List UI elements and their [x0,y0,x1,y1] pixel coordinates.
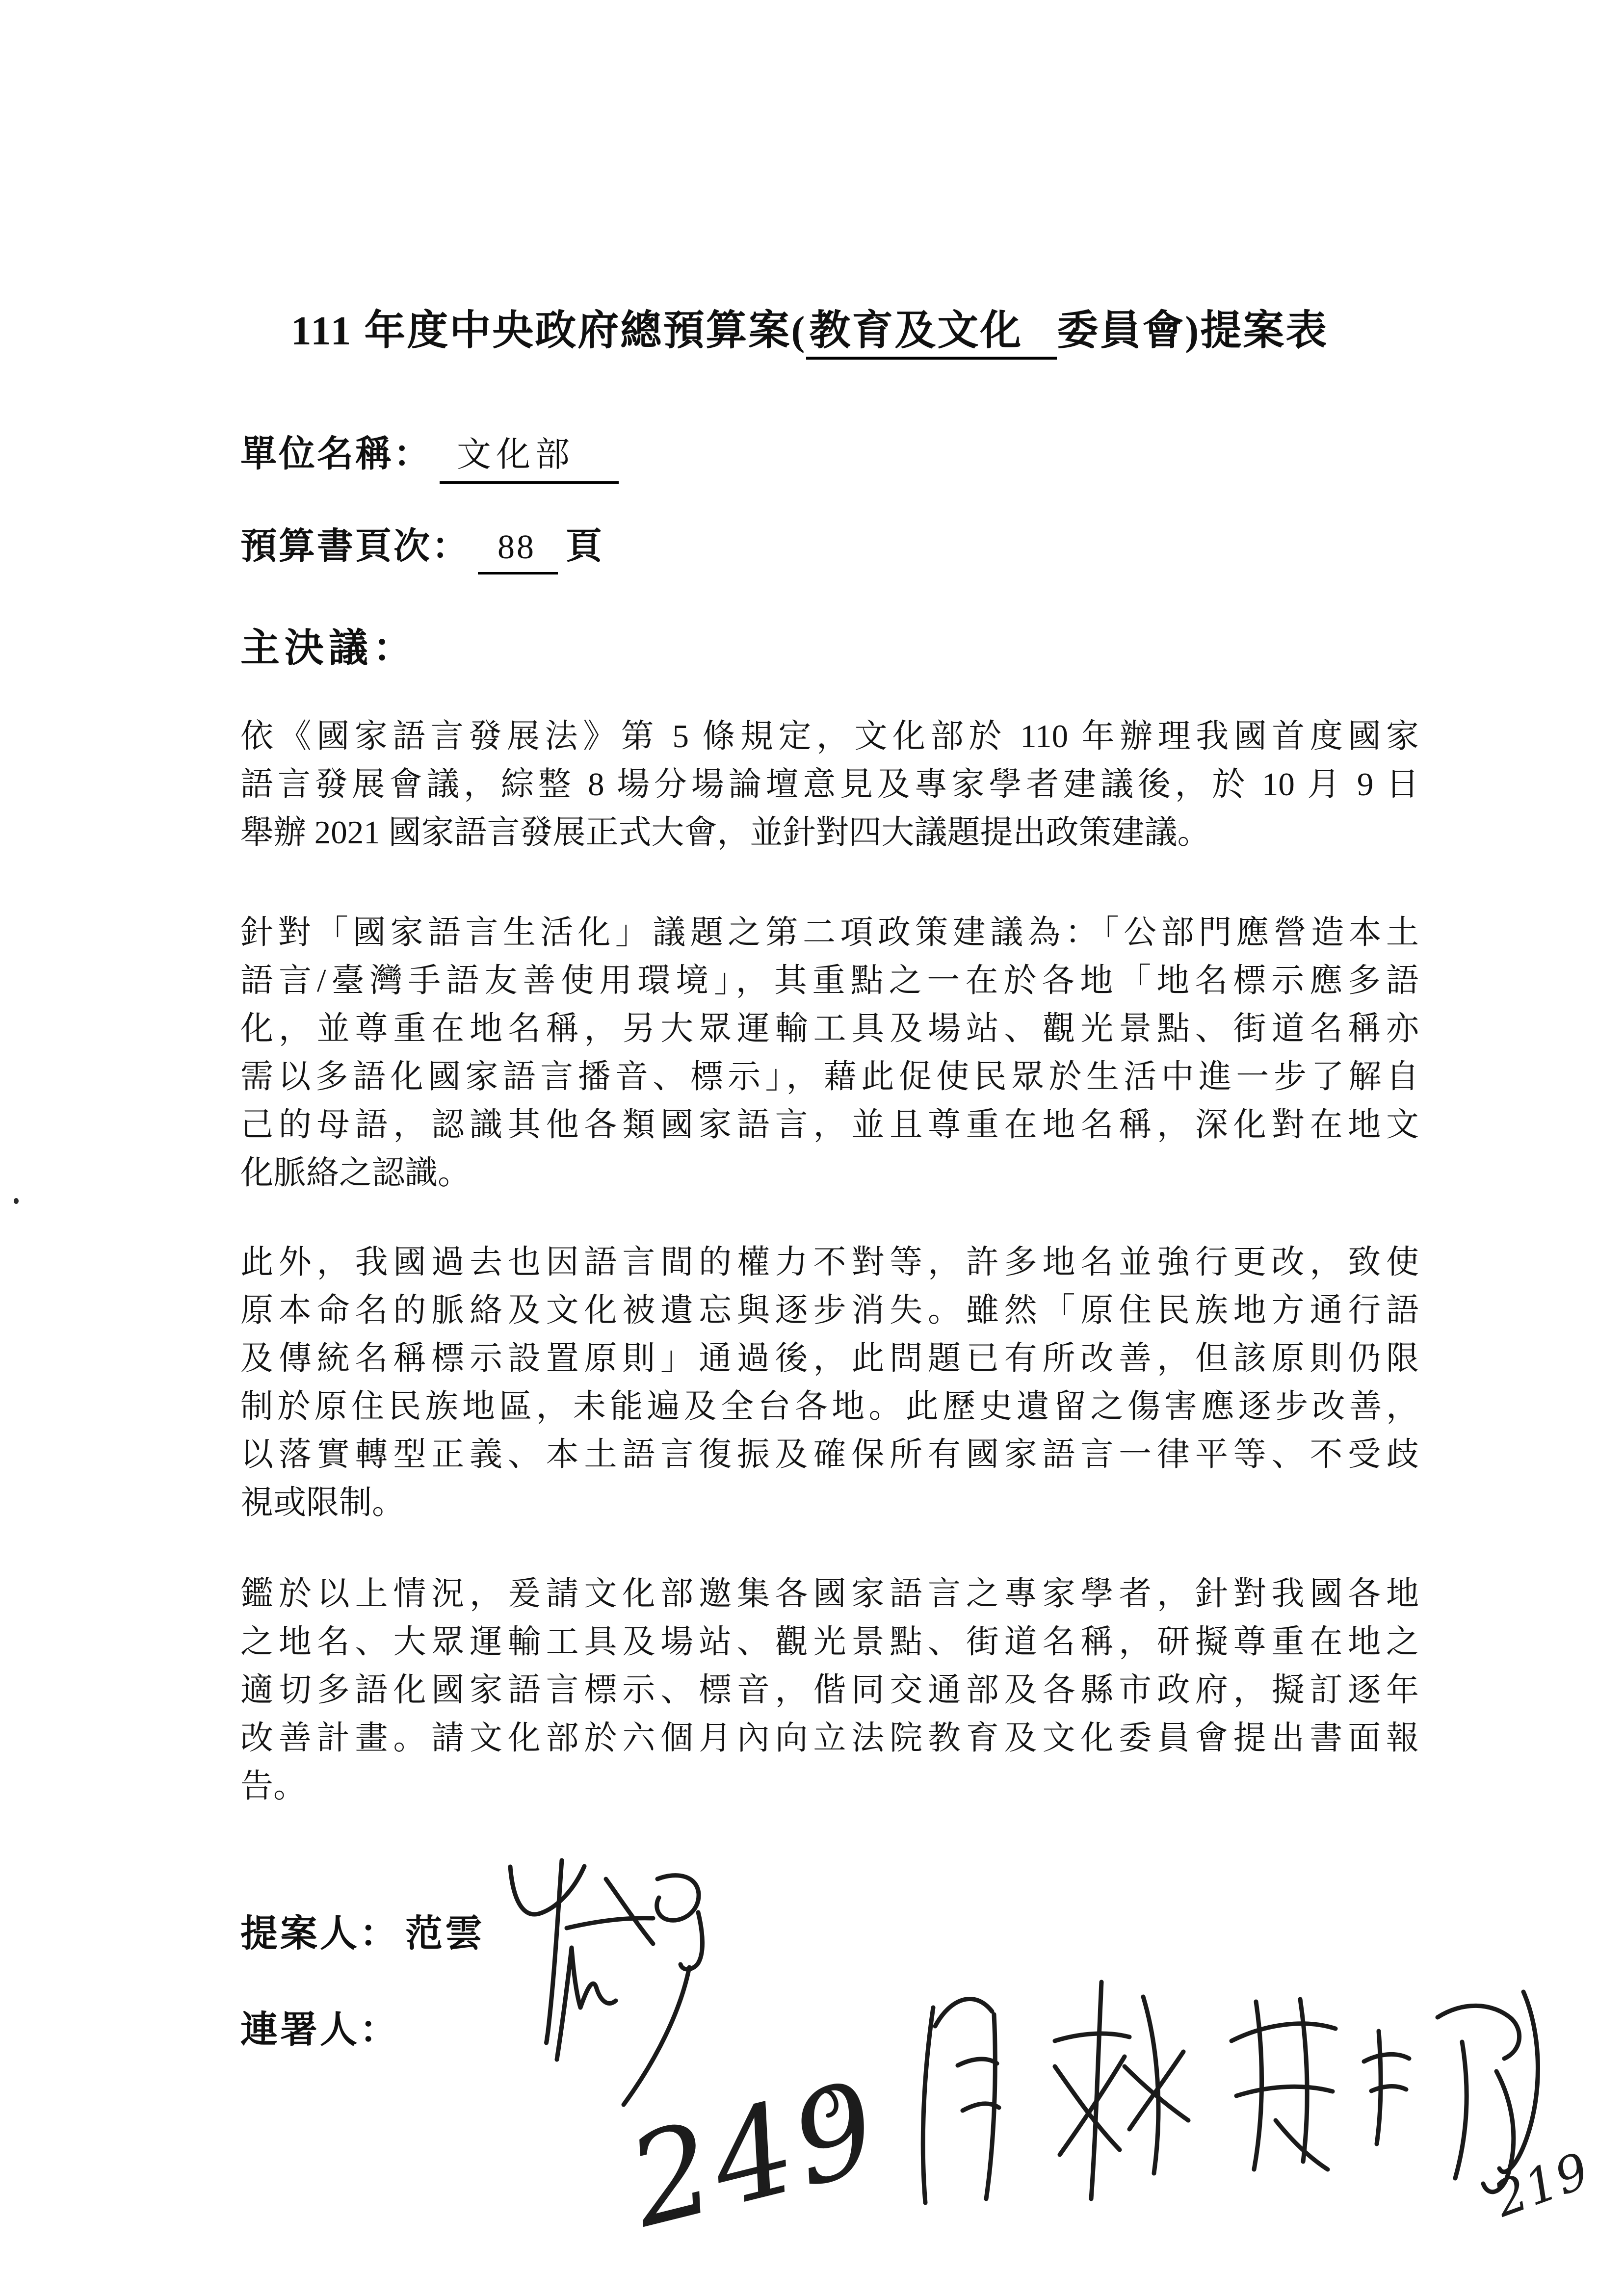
paragraph-line: 視或限制。 [240,1485,405,1521]
body-paragraph-3 [240,1238,1419,1527]
proposer-name: 范雲 [405,1913,485,1955]
body-paragraph-1 [240,712,1419,857]
paragraph-line: 及傳統名稱標示設置原則」通過後，此問題已有所改善，但該原則仍限 [240,1340,1419,1377]
paragraph-line: 語言/臺灣手語友善使用環境」，其重點之一在於各地「地名標示應多語 [240,963,1419,999]
body-paragraph-4 [240,1570,1419,1810]
cosigner-row [240,2000,399,2053]
title-suffix: 委員會)提案表 [1057,308,1329,354]
page-title [196,297,1423,357]
paragraph-line: 以落實轉型正義、本土語言復振及確保所有國家語言一律平等、不受歧 [240,1436,1419,1473]
budget-page-field [240,517,604,574]
cosigner-label: 連署人： [240,2009,399,2051]
title-prefix: 111 年度中央政府總預算案( [290,308,807,354]
paragraph-line: 制於原住民族地區，未能遍及全台各地。此歷史遺留之傷害應逐步改善， [240,1388,1419,1425]
handwritten-number-249: 249 [616,2054,894,2256]
unit-name-field [240,425,619,484]
title-committee-underlined: 教育及文化 [806,308,1057,360]
paragraph-line: 舉辦 2021 國家語言發展正式大會，並針對四大議題提出政策建議。 [240,814,1210,851]
scan-speck [14,1198,19,1204]
paragraph-line: 依《國家語言發展法》第 5 條規定，文化部於 110 年辦理我國首度國家 [240,718,1419,755]
paragraph-line: 之地名、大眾運輸工具及場站、觀光景點、街道名稱，研擬尊重在地之 [240,1624,1419,1660]
unit-name-value: 文化部 [440,427,619,484]
paragraph-line: 告。 [240,1768,306,1804]
paragraph-line: 適切多語化國家語言標示、標音，偕同交通部及各縣市政府，擬訂逐年 [240,1672,1419,1708]
paragraph-line: 鑑於以上情況，爰請文化部邀集各國家語言之專家學者，針對我國各地 [240,1576,1419,1612]
proposer-signature [483,1825,748,2119]
body-paragraph-2 [240,909,1419,1197]
paragraph-line: 己的母語，認識其他各類國家語言，並且尊重在地名稱，深化對在地文 [240,1107,1419,1143]
budget-page-unit: 頁 [566,526,604,567]
paragraph-line: 化脈絡之認識。 [240,1155,471,1191]
paragraph-line: 針對「國家語言生活化」議題之第二項政策建議為：「公部門應營造本土 [240,914,1419,951]
paragraph-line: 需以多語化國家語言播音、標示」，藉此促使民眾於生活中進一步了解自 [240,1059,1419,1095]
main-resolution-heading: 主決議： [240,627,417,670]
proposer-label: 提案人： [240,1913,399,1955]
paragraph-line: 語言發展會議，綜整 8 場分場論壇意見及專家學者建議後，於 10 月 9 日 [240,766,1419,803]
budget-page-label: 預算書頁次： [240,526,470,567]
paragraph-line: 化，並尊重在地名稱，另大眾運輸工具及場站、觀光景點、街道名稱亦 [240,1011,1419,1047]
paragraph-line: 此外，我國過去也因語言間的權力不對等，許多地名並強行更改，致使 [240,1244,1419,1280]
budget-page-value: 88 [478,528,558,574]
unit-name-label: 單位名稱： [240,434,432,474]
paragraph-line: 原本命名的脈絡及文化被遺忘與逐步消失。雖然「原住民族地方通行語 [240,1292,1419,1329]
handwritten-number-219: 219 [1487,2141,1598,2228]
proposer-row [240,1904,485,1957]
paragraph-line: 改善計畫。請文化部於六個月內向立法院教育及文化委員會提出書面報 [240,1720,1419,1756]
